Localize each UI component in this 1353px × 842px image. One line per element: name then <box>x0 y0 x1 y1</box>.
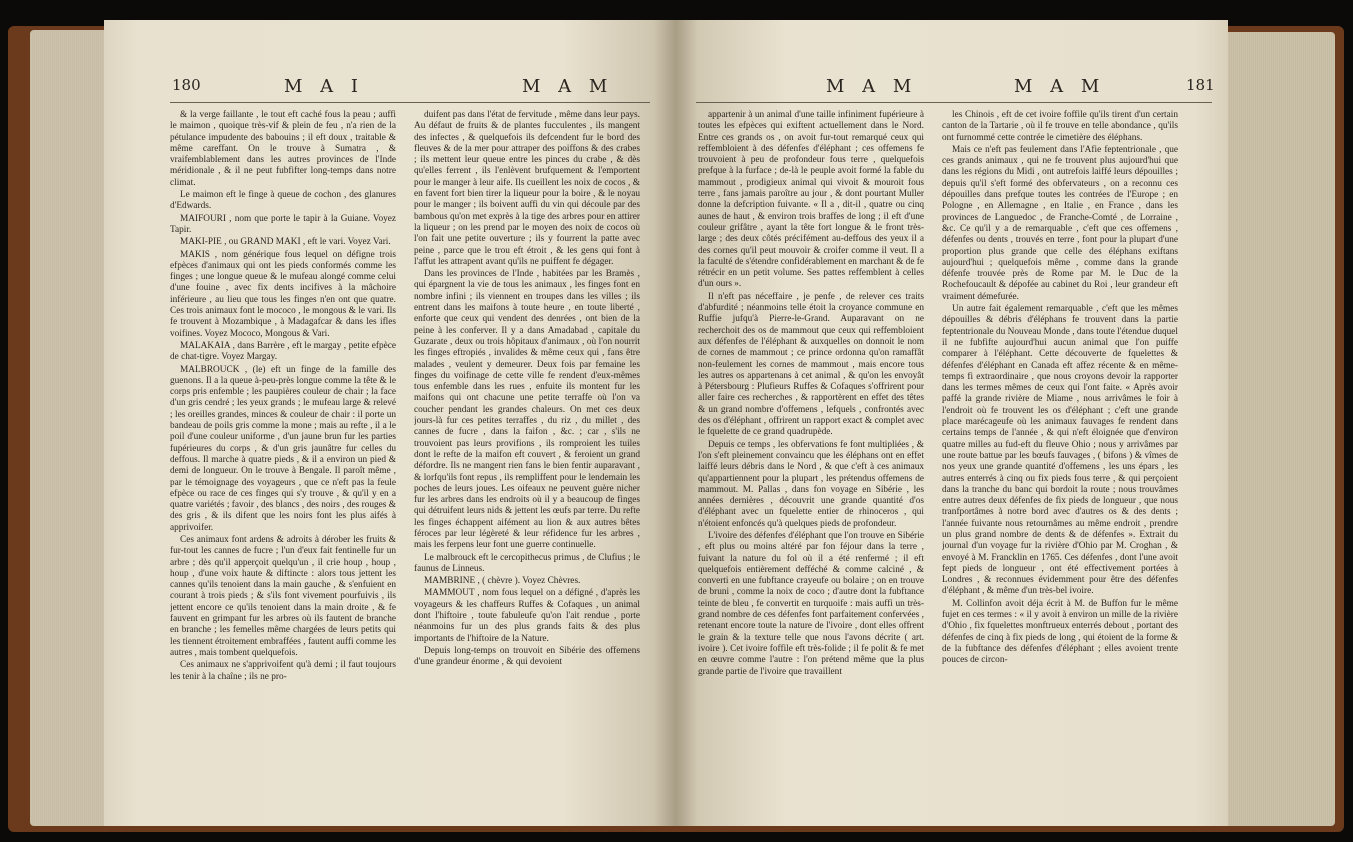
running-head: M A M <box>826 76 918 97</box>
paragraph: Depuis ce temps , les obfervations fe font multipliées , & l'on s'eft pleinement convaincu que les éléphans ont en effet laiffé leurs débris dans le Nord , & que c'eft à ces animaux qu'appartiennent pour la plupart , les prétendus offemens de mammout. M. Pallas , dans fon voyage en Sibérie , les années dernières , découvrit une grande quantité d'os d'éléphant avec un fquelette entier de rhinoceros , qui n'étoient enfoncés qu'à quelques pieds de profondeur. <box>698 439 924 529</box>
left-page <box>104 20 676 826</box>
page-number: 180 <box>172 76 201 94</box>
paragraph: & la verge faillante , le tout eft caché fous la peau ; auffi le maimon , quoique très-vif & plein de feu , n'a rien de la pétulance impudente des babouins ; il eft doux , traitable & même careffant. On le trouve à Sumatra , & vraifemblablement dans les autres provinces de l'Inde méridionale , & il ne peut fubfifter long-temps dans notre climat. <box>170 110 396 188</box>
text-column <box>942 110 1178 802</box>
paragraph: Le malbrouck eft le cercopithecus primus , de Clufius ; le faunus de Linneus. <box>414 552 640 574</box>
paragraph: Ces animaux ne s'apprivoifent qu'à demi ; il faut toujours les tenir à la chaîne ; ils ne pro- <box>170 660 396 682</box>
right-page-header <box>676 76 1228 98</box>
left-page-header <box>104 76 676 98</box>
right-page <box>676 20 1228 826</box>
paragraph: duifent pas dans l'état de fervitude , même dans leur pays. Au défaut de fruits & de plantes fucculentes , ils mangent des infectes , & quelquefois ils defcendent fur le bord des fleuves & de la mer pour attraper des poiffons & des crabes ; ils mettent leur queue entre les pinces du crabe , & dès qu'elles ferrent , ils l'enlèvent brufquement & l'emportent pour le manger à leur aife. Ils cueillent les noix de cocos , & en favent fort bien tirer la liqueur pour la boire , & le noyau pour le manger ; ils boivent auffi du vin qui découle par des bambous qu'on met exprès à la tige des arbres pour en attirer la liqueur ; on les prend par le moyen des noix de cocos où l'on fait une petite ouverture ; ils y fourrent la patte avec peine , parce que le trou eft étroit , & les gens qui font à l'affut les attrapent avant qu'ils ne puiffent fe dégager. <box>414 110 640 267</box>
running-head: M A M <box>522 76 614 97</box>
header-rule <box>170 102 650 103</box>
paragraph: Dans les provinces de l'Inde , habitées par les Bramès , qui épargnent la vie de tous les animaux , les finges font en nombre infini ; ils viennent en troupes dans les villes ; ils entrent dans les maifons à toute heure , en toute liberté , enforte que ceux qui vendent des denrées , ont bien de la peine à les conferver. Il y a dans Amadabad , capitale du Guzarate , deux ou trois hôpitaux d'animaux , où l'on nourrit les finges eftropiés , invalides & même ceux qui , fans être malades , veulent y demeurer. Deux fois par femaine les finges du voifinage de cette ville fe rendent d'eux-mêmes tous enfemble dans les rues , enfuite ils montent fur les maifons qui ont chacune une petite terraffe où l'on va coucher pendant les grandes chaleurs. On met ces deux jours-là fur ces petites terraffes , du riz , du millet , des cannes de fucre , dans la faifon , &c. ; car , s'ils ne trouvoient pas leurs provifions , ils romproient les tuiles dont le refte de la maifon eft couvert , & feroient un grand défordre. Ils ne mangent rien fans le bien fentir auparavant , & lorfqu'ils font repus , ils rempliffent pour le lendemain les poches de leurs joues. Les oifeaux ne peuvent guère nicher fur les arbres dans les endroits où il y a beaucoup de finges qui détruifent leurs nids & jettent les œufs par terre. Du refte les finges échappent aifément au lion & aux autres bêtes féroces par leur légèreté & leur réfidence fur les arbres , mais les ferpens leur font une guerre continuelle. <box>414 269 640 551</box>
paragraph: MAKI-PIE , ou GRAND MAKI , eft le vari. Voyez Vari. <box>180 237 391 248</box>
paragraph: Ces animaux font ardens & adroits à dérober les fruits & fur-tout les cannes de fucre ; l'un d'eux fait fentinelle fur un arbre ; dès qu'il apperçoit quelqu'un , il crie houp , houp , houp , d'une voix haute & diftincte : alors tous jettent les cannes qu'ils tenoient dans la main gauche , & s'enfuient en courant à trois pieds ; & s'ils font vivement pourfuivis , ils jettent encore ce qu'ils tenoient dans la main droite , & fe fauvent en grimpant fur les arbres où ils fautent de branche en branche ; les femelles même chargées de leurs petits qui les tiennent étroitement embraffées , fautent auffi comme les autres , mais tombent quelquefois. <box>170 534 396 658</box>
paragraph: MALAKAIA , dans Barrère , eft le margay , petite efpèce de chat-tigre. Voyez Margay. <box>170 340 396 363</box>
running-head: M A I <box>284 76 364 97</box>
paragraph: les Chinois , eft de cet ivoire foffile qu'ils tirent d'un certain canton de la Tartarie , où il fe trouve en telle abondance , qu'ils ont furnommé cette contrée le cimetière des éléphans. <box>942 110 1178 143</box>
running-head: M A M <box>1014 76 1106 97</box>
paragraph: MALBROUCK , (le) eft un finge de la famille des guenons. Il a la queue à-peu-près longue comme la tête & le corps pris enfemble ; les paupières couleur de chair ; la face d'un gris cendré ; les yeux grands ; le mufeau large & relevé ; les oreilles grandes, minces & couleur de chair : il porte un bandeau de poils gris comme la mone ; mais au refte , il a le poil d'une couleur uniforme , d'un jaune brun fur les parties fupérieures du corps , & d'un gris jaunâtre fur celles du deffous. Il marche à quatre pieds , & il a environ un pied & demi de longueur. On le trouve à Bengale. Il paroît même , par le témoignage des voyageurs , que ce n'eft pas la feule efpèce ou race de ces finges qui s'y trouve , & qu'il y en a quatre variétés ; favoir , des blancs , des noirs , des rouges & des gris , & ils difent que les noirs font les plus aifés à apprivoifer. <box>170 364 396 533</box>
text-column <box>698 110 924 802</box>
text-column <box>170 110 396 802</box>
paragraph: Depuis long-temps on trouvoit en Sibérie des offemens d'une grandeur énorme , & qui devoient <box>414 645 640 668</box>
page-number: 181 <box>1186 76 1215 94</box>
paragraph: MAIFOURI , nom que porte le tapir à la Guiane. Voyez Tapir. <box>170 213 396 235</box>
paragraph: Mais ce n'eft pas feulement dans l'Afie feptentrionale , que ces grands animaux , qui ne fe trouvent plus aujourd'hui que dans les régions du Midi , ont autrefois laiffé leurs dépouilles ; depuis qu'il s'eft formé des obfervateurs , on a reconnu ces dépouilles dans prefque toutes les contrées de l'Europe ; en Pologne , en Allemagne , en Italie , en France , dans les provinces de Languedoc , de Franche-Comté , de Lorraine , &c. Ce qu'il y a de remarquable , c'eft que ces offemens , défenfes ou dents , trouvés en terre , font pour la plupart d'une proportion plus grande que celle des éléphans exiftans aujourd'hui ; quelquefois même , comme dans la grande défenfe trouvée près de Rome par M. le Duc de la Rochefoucault & dépofée au cabinet du Roi , leur grandeur eft vraiment démefurée. <box>942 144 1178 302</box>
paragraph: MAMBRINE , ( chèvre ). Voyez Chèvres. <box>424 576 581 587</box>
paragraph: Le maimon eft le finge à queue de cochon , des glanures d'Edwards. <box>170 190 396 212</box>
paragraph: appartenir à un animal d'une taille infiniment fupérieure à toutes les efpèces qui exiftent actuellement dans le Nord. Entre ces grands os , on avoit fur-tout remarqué ceux qui reffembloient à des défenfes d'éléphant ; ces offemens fe trouvoient à peu de profondeur fous terre , quelquefois prefque à la furface ; de-là le peuple avoit formé la fable du mammout , prodigieux animal qui vivoit & mouroit fous terre , fans jamais paroître au jour , & dont pourtant Muller donne la defcription fuivante. « Il a , dit-il , quatre ou cinq aunes de haut , & environ trois braffes de long ; il eft d'une couleur grifâtre , ayant la tête fort longue & le front très-large ; des deux côtés précifément au-deffous des yeux il a des cornes qu'il peut mouvoir & croifer comme il veut. Il a la faculté de s'étendre confidérablement en marchant & de fe rétrécir en un petit volume. Ses pattes reffemblent à celles d'un ours ». <box>698 110 924 290</box>
paragraph: L'ivoire des défenfes d'éléphant que l'on trouve en Sibérie , eft plus ou moins altéré par fon féjour dans la terre , fuivant la nature du fol où il a été renfermé ; il eft quelquefois entièrement defféché & comme calciné , & converti en une fubftance crayeufe ou bolaire ; on en trouve de bruni , comme la noix de coco ; d'autre dont la fubftance teinte de bleu , fe convertit en turquoife : mais auffi un très-grand nombre de ces défenfes font parfaitement confervées , retenant encore toute la nature de l'ivoire , dont elles offrent le grain & la texture telle que nous l'avons décrite ( art. ivoire ). Cet ivoire foffile eft très-folide ; il fe polit & fe met en œuvre comme l'autre : l'on prétend même que la plus grande partie de l'ivoire que travaillent <box>698 530 924 677</box>
page-edges-left <box>30 30 110 826</box>
paragraph: MAKIS , nom générique fous lequel on défigne trois efpèces d'animaux qui ont les pieds conformés comme les finges ; une longue queue & le mufeau alongé comme celui d'une fouine , avec fix dents incifives à la mâchoire inférieure , au lieu que tous les finges n'en ont que quatre. Ces trois animaux font le mococo , le mongous & le vari. Ils fe trouvent à Mozambique , à Madagafcar & dans les ifles voifines. Voyez Mococo, Mongous & Vari. <box>170 249 396 339</box>
page-edges-right <box>1223 32 1335 826</box>
paragraph: MAMMOUT , nom fous lequel on a défigné , d'après les voyageurs & les chaffeurs Ruffes & Cofaques , un animal dont l'hiftoire , toute fabuleufe qu'on l'ait rendue , porte néanmoins fur un des plus grands faits & des plus importants de l'hiftoire de la Nature. <box>414 588 640 644</box>
header-rule <box>696 102 1212 103</box>
paragraph: Il n'eft pas néceffaire , je penfe , de relever ces traits d'abfurdité ; néanmoins telle étoit la croyance commune en Ruffie jufqu'à Pierre-le-Grand. Auparavant on ne recherchoit des os de mammout que ceux qui reffembloient aux défenfes de l'éléphant & auxquelles on donnoit le nom de cornes de mammout ; ce prince ordonna qu'on ramaffât non-feulement les cornes de mammout , mais encore tous les autres os appartenans à cet animal , & qu'on les envoyât à Pétersbourg : Plufieurs Ruffes & Cofaques s'offrirent pour aller faire ces recherches , & rapportèrent en effet des têtes & un grand nombre d'offemens , lefquels , confrontés avec des os d'éléphant , offrirent un rapport exact & complet avec le fquelette de ce grand quadrupède. <box>698 291 924 438</box>
text-column <box>414 110 640 802</box>
paragraph: Un autre fait également remarquable , c'eft que les mêmes dépouilles & débris d'éléphans fe trouvent dans la partie feptentrionale du Nouveau Monde , dans toute l'étendue duquel il ne fubfifte aujourd'hui aucun animal que l'on puiffe comparer à l'éléphant. Cette découverte de fquelettes & défenfes d'éléphant en Canada eft affez récente & en même-temps fi extraordinaire , que nous croyons devoir la rapporter dans les termes mêmes de ceux qui l'ont faite. « Après avoir paffé la grande rivière de Miame , nous arrivâmes le foir à l'endroit où fe trouvent les os d'éléphant ; c'eft une grande place marécageufe où les animaux fauvages fe rendent dans certains temps de l'année , & qui n'eft éloignée que d'environ quatre milles au fud-eft du fleuve Ohio ; nous y arrivâmes par une route battue par les bœufs fauvages , ( bifons ) & vîmes de nos yeux une grande quantité d'offemens , les uns épars , les autres enterrés à cinq ou fix pieds fous terre , & qui perçoient dans la tranche du banc qui bordoit la route ; nous trouvâmes entre autres deux défenfes de fix pieds de longueur , que nous tranfportâmes à notre bord avec d'autres os & des dents ; l'année fuivante nous retournâmes au même endroit , prendre un plus grand nombre de dents & de défenfes ». Extrait du journal d'un voyage fur la rivière d'Ohio par M. Croghan , & envoyé à M. Francklin en 1765. Ces défenfes , dont l'une avoit fept pieds de longueur , ont été effectivement portées à Londres , & reconnues évidemment pour être des défenfes d'éléphant , & même d'un très-bel ivoire. <box>942 304 1178 597</box>
paragraph: M. Collinfon avoit déja écrit à M. de Buffon fur le même fujet en ces termes : « il y avoit à environ un mille de la rivière d'Ohio , fix fquelettes monftrueux enterrés debout , portant des défenfes de cinq à fix pieds de long , qui étoient de la forme & de la fubftance des défenfes d'éléphant ; elles avoient trente pouces de circon- <box>942 598 1178 666</box>
